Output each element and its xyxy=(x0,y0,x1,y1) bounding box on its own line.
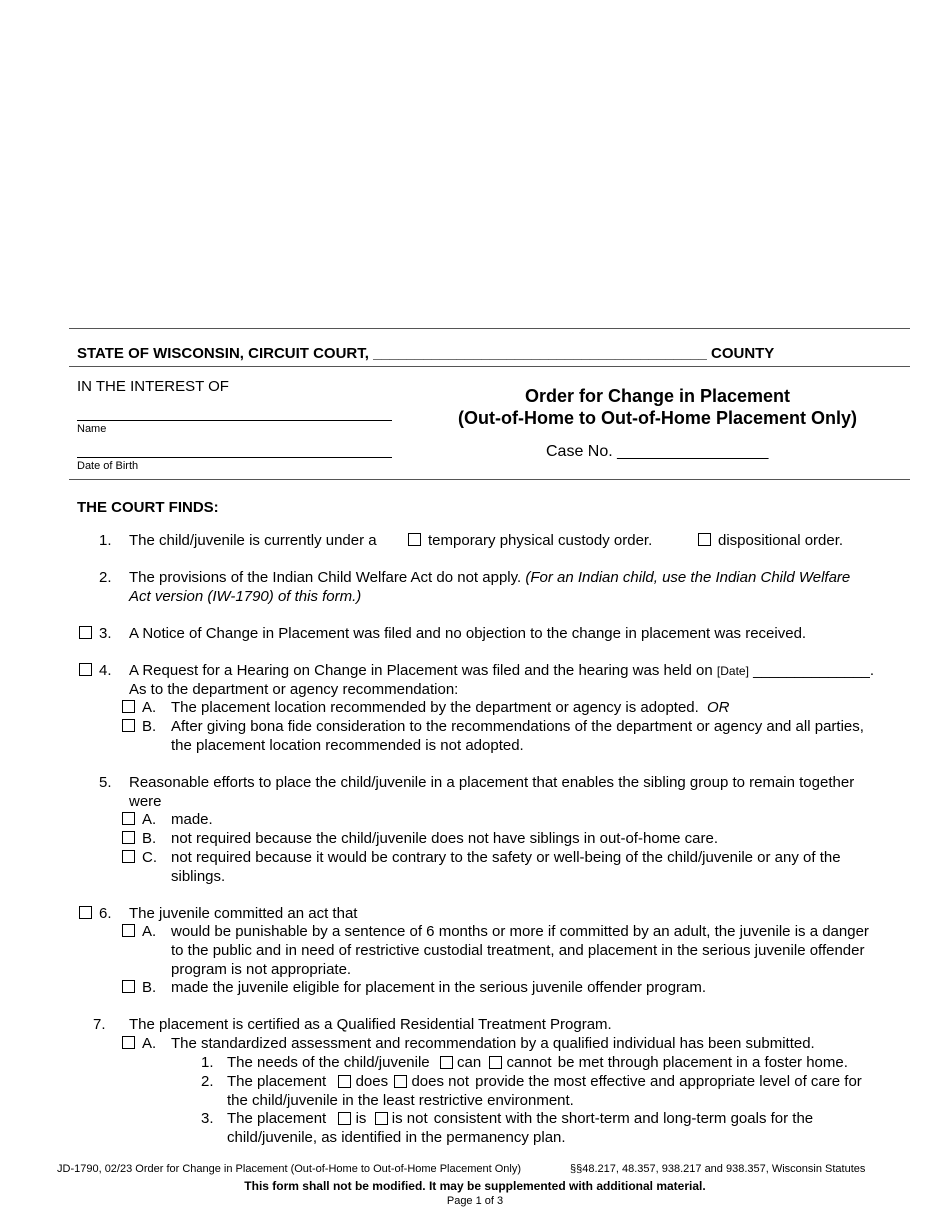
item-5b-checkbox[interactable] xyxy=(122,831,135,844)
county-label: COUNTY xyxy=(710,345,775,362)
needs-cannot-checkbox[interactable] xyxy=(489,1056,502,1069)
placement-does-checkbox[interactable] xyxy=(338,1075,351,1088)
item-7a1-line xyxy=(227,1054,848,1072)
court-finds-heading: THE COURT FINDS: xyxy=(77,499,219,516)
court-prefix: STATE OF WISCONSIN, CIRCUIT COURT, xyxy=(77,345,369,362)
temporary-custody-label: temporary physical custody order. xyxy=(428,532,653,549)
court-line xyxy=(77,345,774,363)
item-7a-label: A. xyxy=(142,1035,157,1052)
item-6-text: The juvenile committed an act that xyxy=(129,905,358,922)
dob-label: Date of Birth xyxy=(77,460,139,472)
item-4a-or: OR xyxy=(706,699,730,716)
item-4-line1 xyxy=(129,662,874,680)
item-4a-line xyxy=(171,699,729,717)
item-4b-text-line2: the placement location recommended is not adopted. xyxy=(171,737,524,754)
item-1-number: 1. xyxy=(99,532,112,549)
item-7a1-pre: The needs of the child/juvenile xyxy=(227,1054,430,1071)
placement-is-checkbox[interactable] xyxy=(338,1112,351,1125)
item-1-text: The child/juvenile is currently under a xyxy=(129,532,377,549)
placement-is-label: is xyxy=(355,1110,367,1127)
item-2-text: The provisions of the Indian Child Welfare Act do not apply. xyxy=(129,569,522,586)
item-6-checkbox[interactable] xyxy=(79,906,92,919)
item-4-text: A Request for a Hearing on Change in Placement was filed and the hearing was held on xyxy=(129,662,713,679)
dob-field[interactable] xyxy=(77,457,392,458)
item-3-text: A Notice of Change in Placement was filed and no objection to the change in placement was received. xyxy=(129,625,807,642)
footer-notice: This form shall not be modified. It may be supplemented with additional material. xyxy=(244,1179,706,1193)
item-3-number: 3. xyxy=(99,625,112,642)
placement-is-not-checkbox[interactable] xyxy=(375,1112,388,1125)
item-4a-label: A. xyxy=(142,699,157,716)
item-2-italic-note: (For an Indian child, use the Indian Child Welfare xyxy=(525,569,851,586)
item-2-italic-note-line2: Act version (IW-1790) of this form.) xyxy=(129,588,362,605)
item-6a-checkbox[interactable] xyxy=(122,924,135,937)
case-number-field[interactable]: _________________ xyxy=(617,443,769,460)
footer-form-id: JD-1790, 02/23 Order for Change in Placement (Out-of-Home to Out-of-Home Placement Only) xyxy=(57,1163,522,1175)
name-label: Name xyxy=(77,423,107,435)
temporary-custody-checkbox[interactable] xyxy=(408,533,421,546)
top-rule xyxy=(69,328,910,329)
header-rule xyxy=(69,366,910,367)
footer-statutes: §§48.217, 48.357, 938.217 and 938.357, Wisconsin Statutes xyxy=(570,1163,866,1175)
item-7a2-post: provide the most effective and appropriate level of care for xyxy=(475,1073,862,1090)
item-7a3-number: 3. xyxy=(201,1110,214,1127)
form-title-line2: (Out-of-Home to Out-of-Home Placement Only) xyxy=(458,408,857,428)
item-7a2-number: 2. xyxy=(201,1073,214,1090)
item-7a3-line xyxy=(227,1110,813,1128)
placement-does-label: does xyxy=(355,1073,389,1090)
item-5-number: 5. xyxy=(99,774,112,791)
placement-does-not-label: does not xyxy=(411,1073,469,1090)
item-2-line1 xyxy=(129,569,850,587)
case-label: Case No. xyxy=(546,443,613,460)
item-7a2-pre: The placement xyxy=(227,1073,327,1090)
item-4-number: 4. xyxy=(99,662,112,679)
needs-can-checkbox[interactable] xyxy=(440,1056,453,1069)
item-5-text-line2: were xyxy=(129,793,162,810)
hearing-date-field[interactable]: ______________. xyxy=(753,662,875,679)
item-4-line2: As to the department or agency recommendation: xyxy=(129,681,459,698)
item-6a-text-line2: to the public and in need of restrictive custodial treatment, and placement in the serious juvenile offender xyxy=(171,942,865,959)
item-4b-checkbox[interactable] xyxy=(122,719,135,732)
item-5b-label: B. xyxy=(142,830,157,847)
item-7a2-line2: the child/juvenile in the least restrictive environment. xyxy=(227,1092,574,1109)
item-6-number: 6. xyxy=(99,905,112,922)
item-6a-label: A. xyxy=(142,923,157,940)
item-5c-checkbox[interactable] xyxy=(122,850,135,863)
item-5a-text: made. xyxy=(171,811,213,828)
needs-can-label: can xyxy=(456,1054,482,1071)
interest-of-label: IN THE INTEREST OF xyxy=(77,378,229,395)
item-4b-label: B. xyxy=(142,718,157,735)
item-6b-text: made the juvenile eligible for placement in the serious juvenile offender program. xyxy=(171,979,707,996)
item-2-number: 2. xyxy=(99,569,112,586)
item-7a3-line2: child/juvenile, as identified in the permanency plan. xyxy=(227,1129,566,1146)
item-5a-checkbox[interactable] xyxy=(122,812,135,825)
needs-cannot-label: cannot xyxy=(506,1054,552,1071)
footer-page-number: Page 1 of 3 xyxy=(446,1195,504,1207)
dispositional-order-checkbox[interactable] xyxy=(698,533,711,546)
item-5c-text-line1: not required because it would be contrary to the safety or well-being of the child/juvenile or any of the xyxy=(171,849,841,866)
item-7a3-pre: The placement xyxy=(227,1110,327,1127)
placement-is-not-label: is not xyxy=(391,1110,428,1127)
item-5b-text: not required because the child/juvenile does not have siblings in out-of-home care. xyxy=(171,830,719,847)
form-title-line1: Order for Change in Placement xyxy=(524,386,791,406)
case-number xyxy=(546,443,768,461)
dispositional-order-label: dispositional order. xyxy=(718,532,844,549)
item-7a-text: The standardized assessment and recommendation by a qualified individual has been submitted. xyxy=(171,1035,815,1052)
item-5c-label: C. xyxy=(142,849,157,866)
item-5-text-line1: Reasonable efforts to place the child/juvenile in a placement that enables the sibling group to remain together xyxy=(129,774,855,791)
item-6a-text-line3: program is not appropriate. xyxy=(171,961,352,978)
item-7a3-post: consistent with the short-term and long-term goals for the xyxy=(433,1110,814,1127)
item-7a1-number: 1. xyxy=(201,1054,214,1071)
item-7a-checkbox[interactable] xyxy=(122,1036,135,1049)
item-5a-label: A. xyxy=(142,811,157,828)
county-field[interactable]: ________________________________________ xyxy=(373,345,707,362)
item-4b-text-line1: After giving bona fide consideration to the recommendations of the department or agency and all parties, xyxy=(171,718,864,735)
name-field[interactable] xyxy=(77,420,392,421)
item-3-checkbox[interactable] xyxy=(79,626,92,639)
item-6a-text-line1: would be punishable by a sentence of 6 months or more if committed by an adult, the juvenile is a danger xyxy=(171,923,869,940)
item-4-checkbox[interactable] xyxy=(79,663,92,676)
item-6b-checkbox[interactable] xyxy=(122,980,135,993)
header-bottom-rule xyxy=(69,479,910,480)
item-7a1-post: be met through placement in a foster home. xyxy=(557,1054,848,1071)
item-7a2-line xyxy=(227,1073,862,1091)
item-5c-text-line2: siblings. xyxy=(171,868,226,885)
item-6b-label: B. xyxy=(142,979,157,996)
item-7-text: The placement is certified as a Qualified Residential Treatment Program. xyxy=(129,1016,612,1033)
date-tag: [Date] xyxy=(716,664,749,678)
item-4a-text: The placement location recommended by the department or agency is adopted. xyxy=(171,699,699,716)
placement-does-not-checkbox[interactable] xyxy=(394,1075,407,1088)
item-4a-checkbox[interactable] xyxy=(122,700,135,713)
item-7-number: 7. xyxy=(93,1016,106,1033)
